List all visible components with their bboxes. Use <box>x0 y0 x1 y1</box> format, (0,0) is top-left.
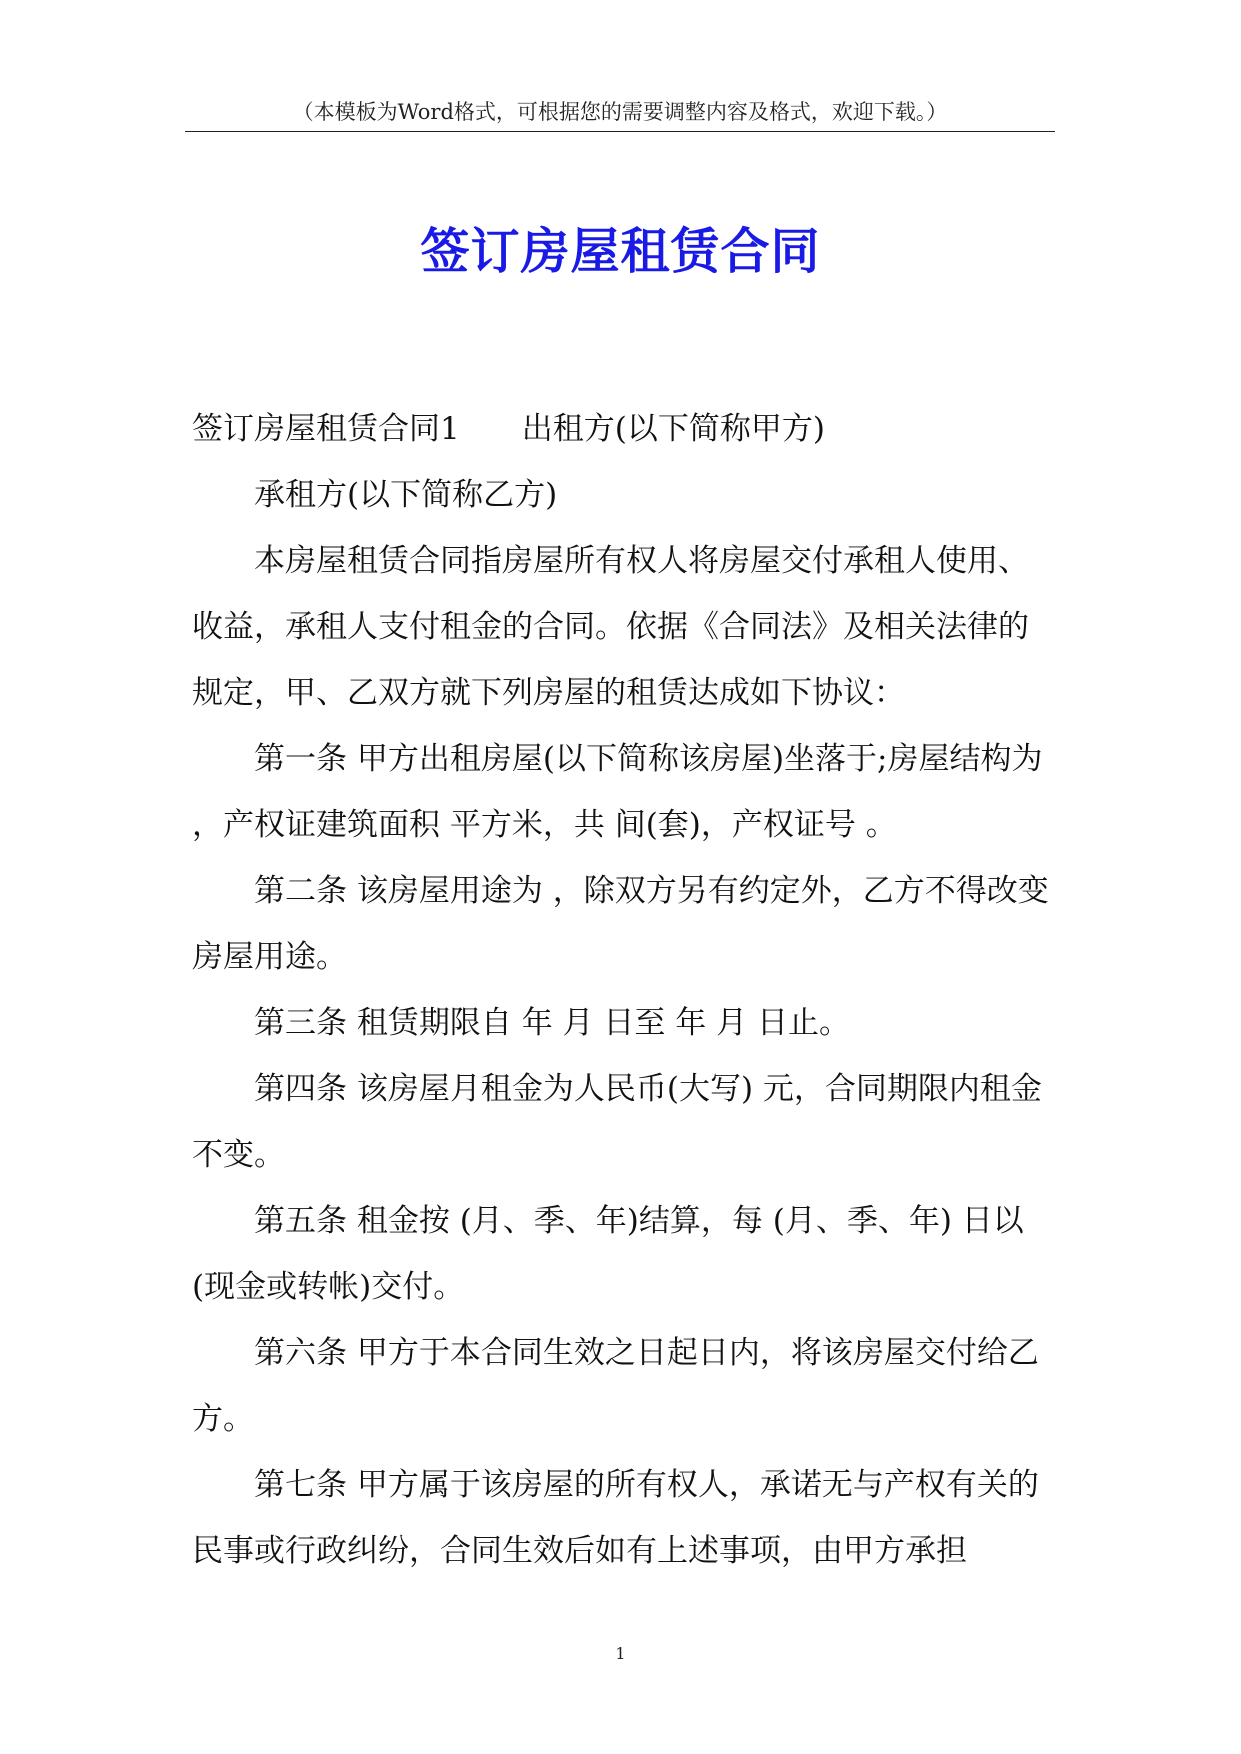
paragraph-preamble: 本房屋租赁合同指房屋所有权人将房屋交付承租人使用、收益，承租人支付租金的合同。依据《合同法》及相关法律的规定，甲、乙双方就下列房屋的租赁达成如下协议： <box>192 543 1029 711</box>
paragraph-article-6: 第六条 甲方于本合同生效之日起日内，将该房屋交付给乙方。 <box>192 1335 1039 1437</box>
paragraph-intro: 签订房屋租赁合同1 出租方(以下简称甲方) <box>192 411 825 447</box>
paragraph-tenant: 承租方(以下简称乙方) <box>254 477 558 513</box>
paragraph-article-3: 第三条 租赁期限自 年 月 日至 年 月 日止。 <box>254 1005 850 1041</box>
paragraph-article-4: 第四条 该房屋月租金为人民币(大写) 元，合同期限内租金不变。 <box>192 1071 1042 1173</box>
document-body <box>192 396 1054 1584</box>
paragraph-article-2: 第二条 该房屋用途为 ，除双方另有约定外，乙方不得改变房屋用途。 <box>192 873 1049 975</box>
paragraph-article-7: 第七条 甲方属于该房屋的所有权人，承诺无与产权有关的民事或行政纠纷，合同生效后如有上述事项，由甲方承担 <box>192 1467 1039 1569</box>
paragraph-article-5: 第五条 租金按 (月、季、年)结算，每 (月、季、年) 日以 (现金或转帐)交付。 <box>192 1203 1034 1305</box>
header-divider <box>185 131 1055 132</box>
paragraph-article-1: 第一条 甲方出租房屋(以下简称该房屋)坐落于;房屋结构为 ，产权证建筑面积 平方米，共 间(套)，产权证号 。 <box>192 741 1053 843</box>
template-note-header: （本模板为Word格式，可根据您的需要调整内容及格式，欢迎下载。） <box>292 100 948 124</box>
page-number: 1 <box>615 1644 626 1663</box>
document-title: 签订房屋租赁合同 <box>420 222 821 280</box>
